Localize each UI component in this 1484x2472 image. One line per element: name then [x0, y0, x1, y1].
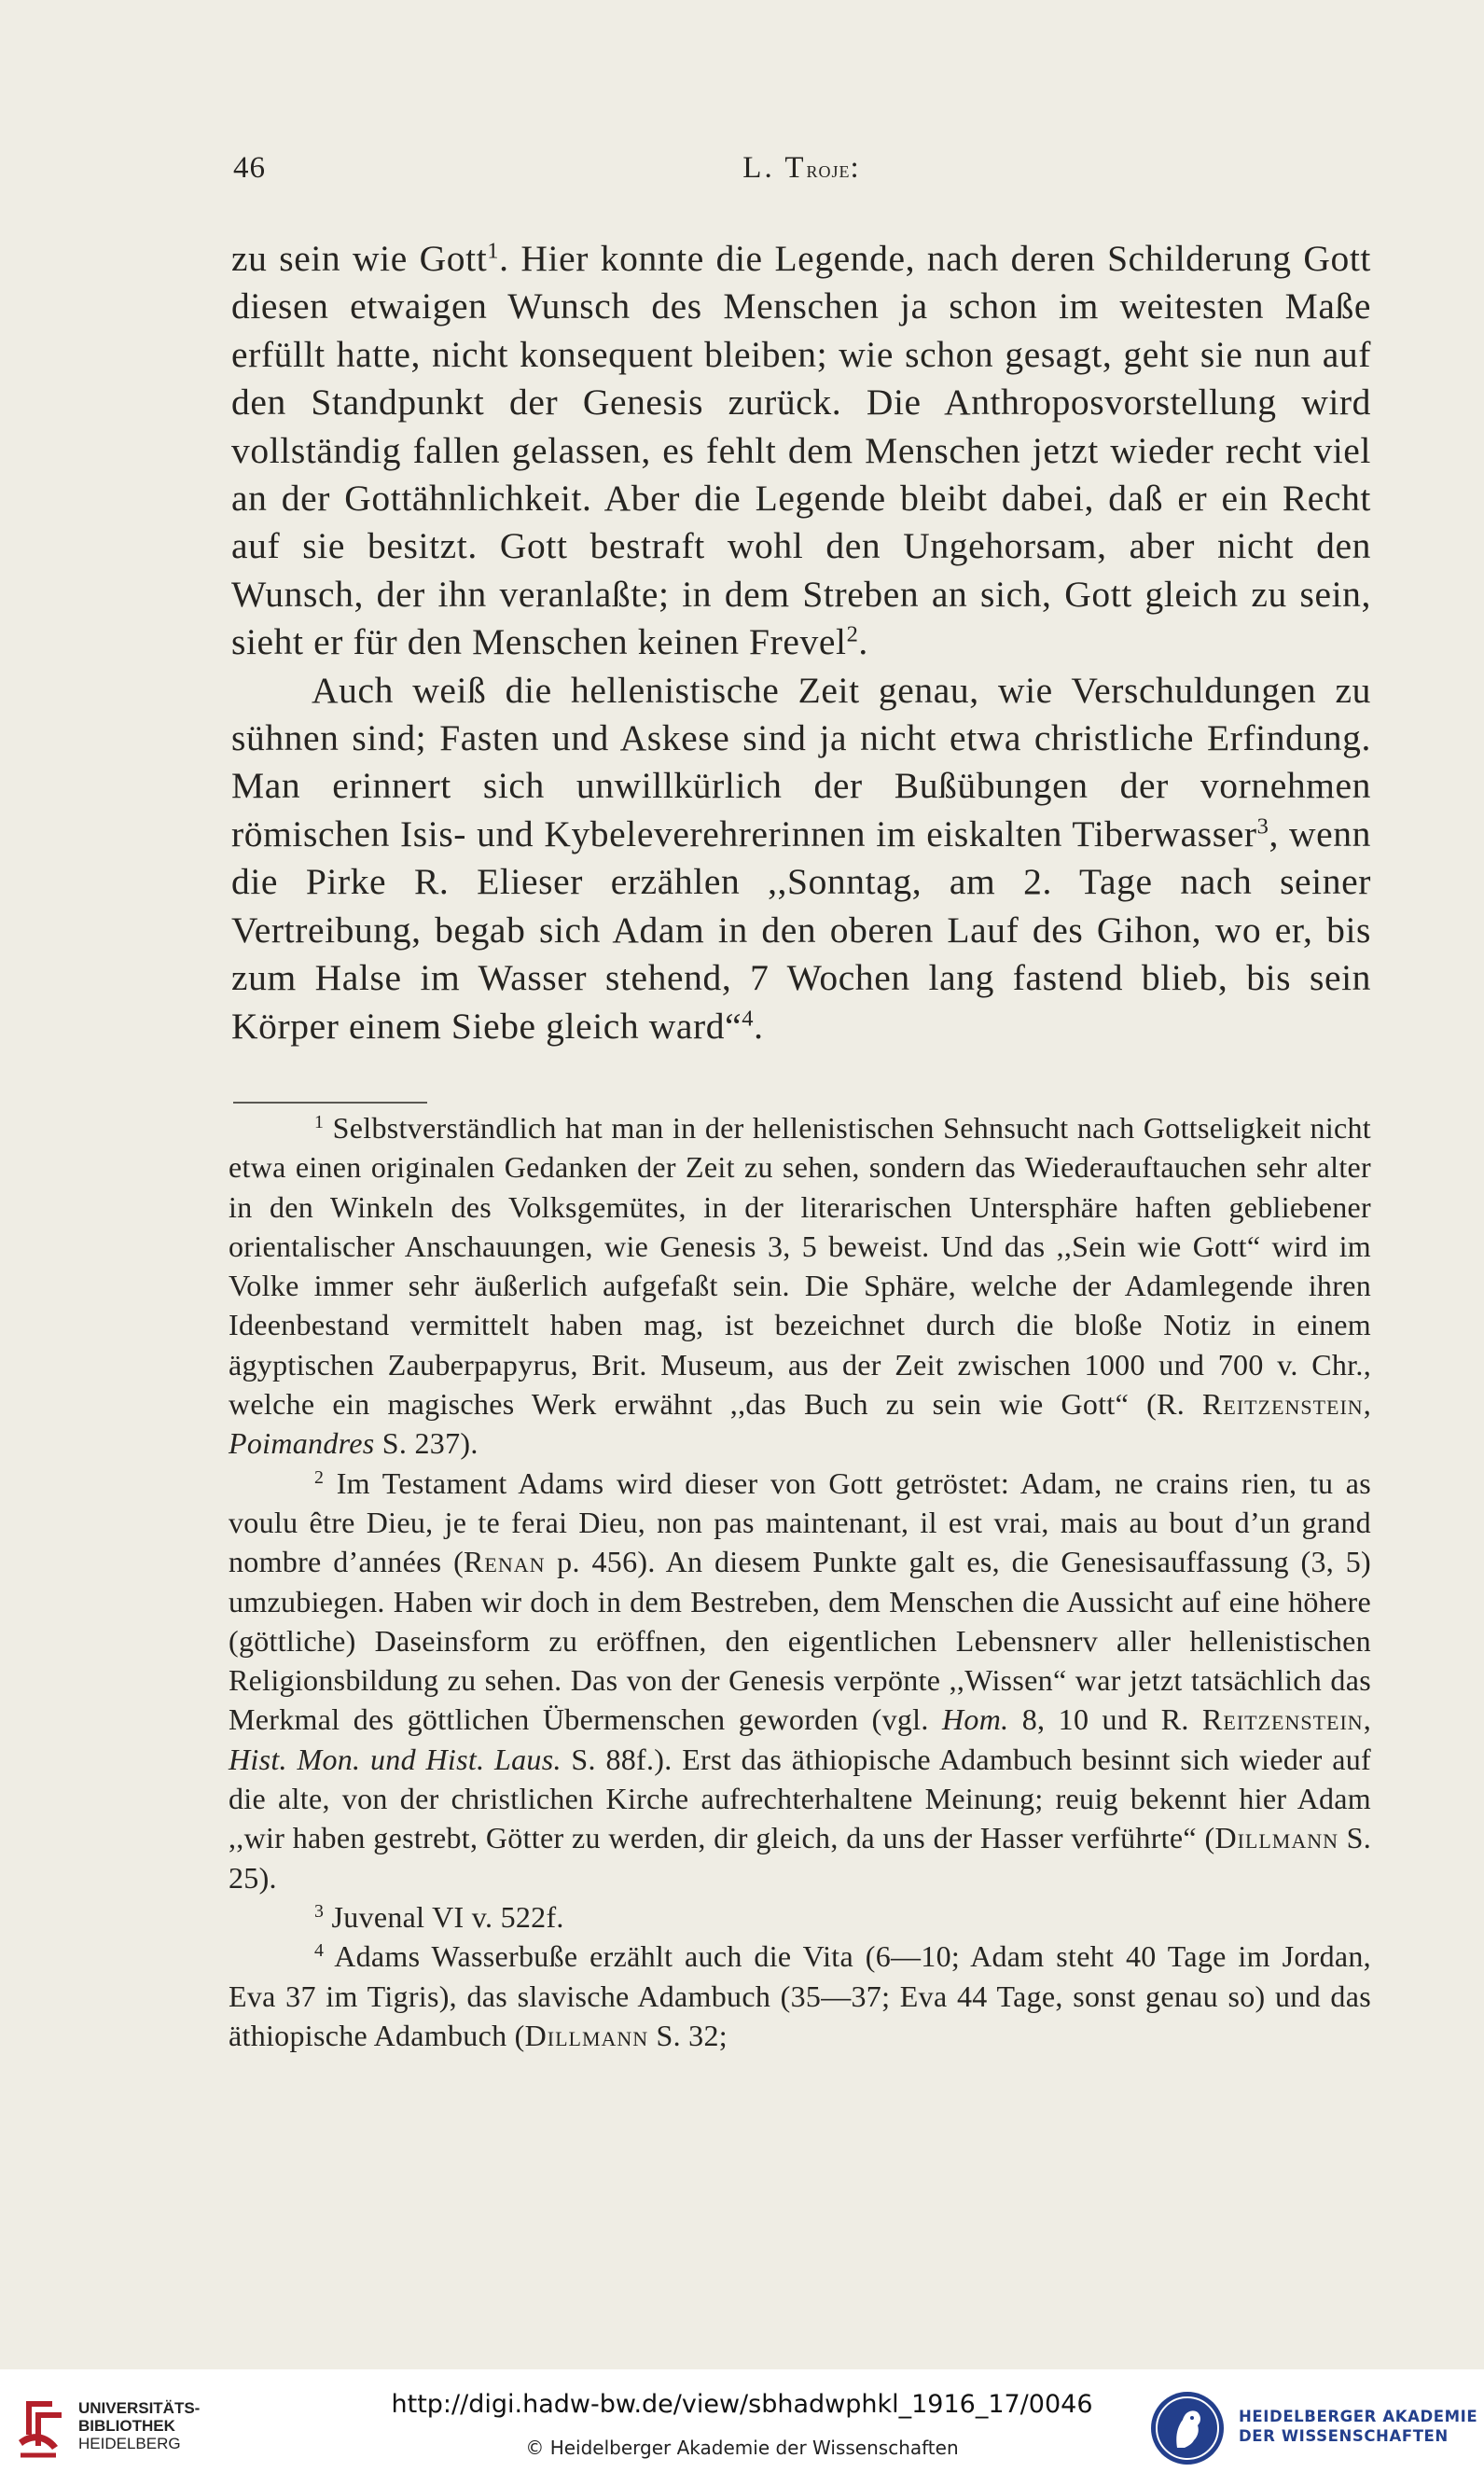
page-number: 46 [233, 151, 266, 185]
footnote-ref-4: 4 [742, 1006, 755, 1032]
page-header [233, 151, 1371, 198]
paragraph-1: zu sein wie Gott$^1$. Hier konnte die Legende, nach deren Schilderung Gott diesen etwaigen Wunsch des Menschen ja schon im weitesten Maße erfüllt hatte, nicht konsequent bleiben; wie schon gesagt, geht sie nun auf den Standpunkt der Genesis zurück. Die Anthroposvorstellung wird vollständig fallen gelassen, es fehlt dem Menschen jetzt wieder recht viel an der Gottähnlichkeit. Aber die Legende bleibt dabei, daß er ein Recht auf sie besitzt. Gott bestraft wohl den Ungehorsam, aber nicht den Wunsch, der ihn veranlaßte; in dem Streben an sich, Gott gleich zu sein, sieht er für den Menschen keinen Frevel$^2$. [231, 238, 1371, 663]
running-title: L. Troje: [742, 151, 862, 185]
copyright-notice: © Heidelberger Akademie der Wissenschaften [525, 2437, 959, 2459]
footnote-1: $^1$ Selbstverständlich hat man in der hellenistischen Sehnsucht nach Gottseligkeit nicht etwa einen originalen Gedanken der Zeit zu sehen, sondern das Wiederauftauchen sehr alter in den Winkeln des Volksgemütes, in der literarischen Untersphäre haften gebliebener orientalischer Anschauungen, wie Genesis 3, 5 beweist. Und das ,,Sein wie Gott“ wird im Volke immer sehr äußerlich aufgefaßt sein. Die Sphäre, welche der Adamlegende ihren Ideenbestand vermittelt haben mag, ist bezeichnet durch die bloße Notiz in einem ägyptischen Zauberpapyrus, Brit. Museum, aus der Zeit zwischen 1000 und 700 v. Chr., welche ein magisches Werk erwähnt ,,das Buch zu sein wie Gott“ (R. Reitzenstein, Poimandres S. 237). [229, 1111, 1371, 1461]
footnote-ref-3: 3 [1256, 813, 1269, 840]
main-text [231, 235, 1371, 1050]
footnote-2: $^2$ Im Testament Adams wird dieser von Gott getröstet: Adam, ne crains rien, tu as voulu être Dieu, je te ferai Dieu, non pas maintenant, il est vrai, mais au bout d’un grand nombre d’années (Renan p. 456). An diesem Punkte galt es, die Genesisauffassung (3, 5) umzubiegen. Haben wir doch in dem Bestreben, dem Menschen die Aussicht auf eine höhere (göttliche) Daseinsform zu eröffnen, den eigentlichen Lebensnerv aller hellenistischen Religionsbildung zu sehen. Das von der Genesis verpönte ,,Wissen“ war jetzt tatsächlich das Merkmal des göttlichen Übermenschen geworden (vgl. Hom. 8, 10 und R. Reitzenstein, Hist. Mon. und Hist. Laus. S. 88f.). Erst das äthiopische Adambuch besinnt sich wieder auf die alte, von der christlichen Kirche aufrechterhaltene Meinung; reuig bekennt hier Adam ,,wir haben gestrebt, Götter zu werden, dir gleich, da uns der Hasser verführte“ (Dillmann S. 25). [229, 1465, 1371, 1895]
footnote-divider [233, 1102, 427, 1104]
footnote-4: $^4$ Adams Wasserbuße erzählt auch die Vita (6—10; Adam steht 40 Tage im Jordan, Eva 37 im Tigris), das slavische Adambuch (35—37; Eva 44 Tage, sonst genau so) und das äthiopische Adambuch (Dillmann S. 32; [229, 1939, 1371, 2052]
footnote-ref-2: 2 [846, 621, 859, 647]
footnotes [229, 1108, 1371, 2055]
academy-name: HEIDELBERGER AKADEMIE DER WISSENSCHAFTEN [1239, 2408, 1478, 2445]
academy-seal-icon[interactable] [1149, 2390, 1226, 2466]
paragraph-2: Auch weiß die hellenistische Zeit genau, wie Verschuldungen zu sühnen sind; Fasten und Askese sind ja nicht etwa christliche Erfindung. Man erinnert sich unwillkürlich der Bußübungen der vornehmen römischen Isis- und Kybeleverehrerinnen im eiskalten Tiberwasser$^3$, wenn die Pirke R. Elieser erzählen ,,Sonntag, am 2. Tage nach seiner Vertreibung, begab sich Adam in den oberen Lauf des Gihon, wo er, bis zum Halse im Wasser stehend, 7 Wochen lang fastend blieb, bis sein Körper einem Siebe gleich ward“$^4$. [231, 669, 1371, 1047]
permalink-url[interactable]: http://digi.hadw-bw.de/view/sbhadwphkl_1916_17/0046 [391, 2390, 1093, 2419]
footnote-ref-1: 1 [487, 238, 500, 264]
viewer-footer [0, 2369, 1484, 2472]
footnote-3: $^3$ Juvenal VI v. 522f. [314, 1899, 564, 1934]
university-library-name: UNIVERSITÄTS- BIBLIOTHEK HEIDELBERG [78, 2399, 201, 2452]
